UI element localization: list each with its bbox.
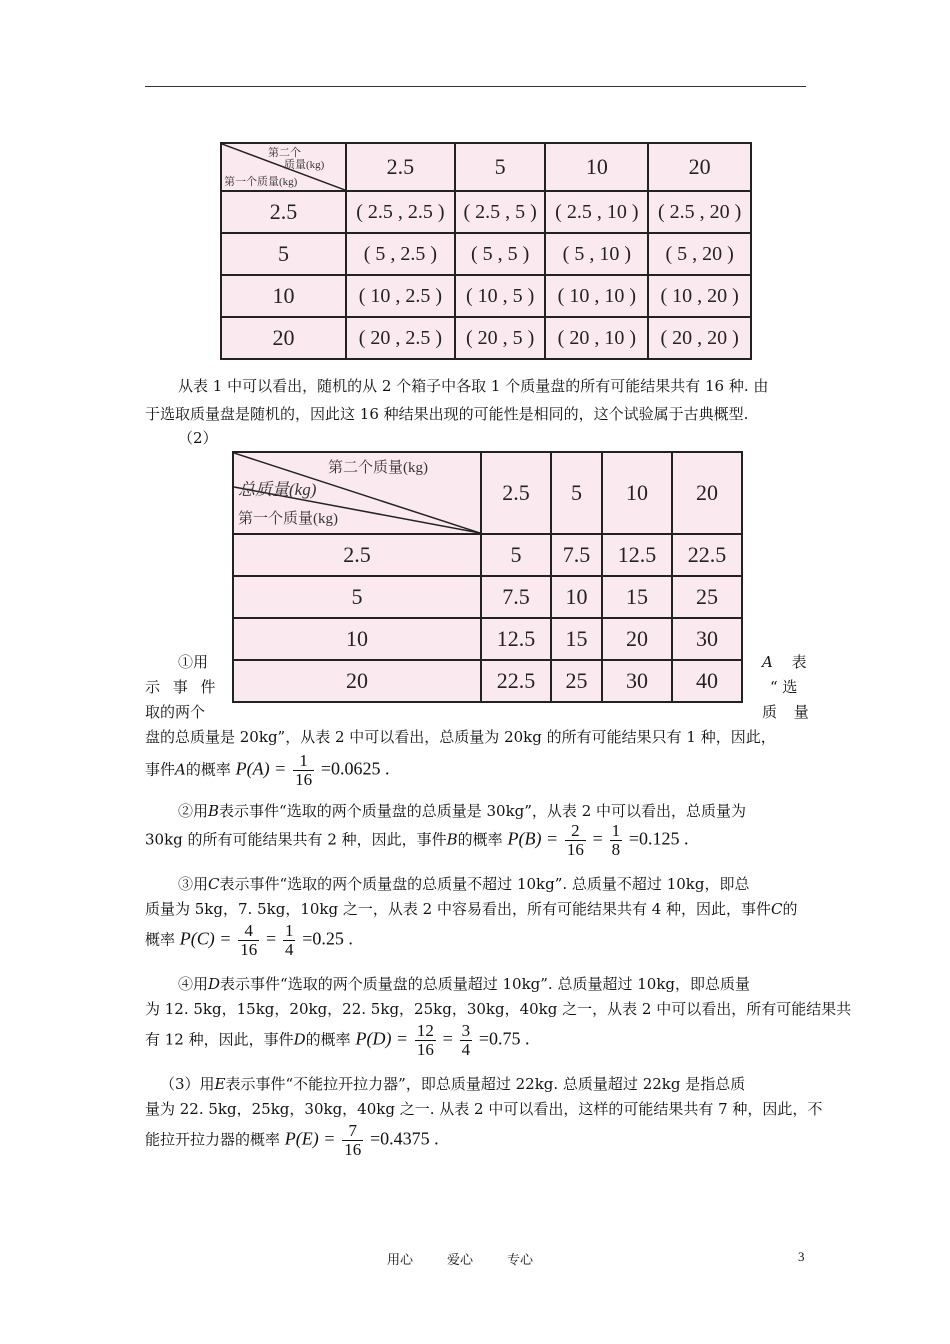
table-1-corner-cell xyxy=(221,143,346,191)
footer-word-3: 专心 xyxy=(507,1253,534,1268)
text: 有 12 种，因此，事件 xyxy=(145,1030,294,1049)
table-2-row-header: 10 xyxy=(233,618,481,660)
item-3-line-2 xyxy=(145,899,798,919)
denominator: 16 xyxy=(240,940,258,959)
numerator: 1 xyxy=(293,752,314,771)
table-row xyxy=(221,233,751,275)
text: ④用 xyxy=(178,975,209,993)
formula-lhs: P(E) = xyxy=(284,1128,336,1149)
table-2-row-header: 20 xyxy=(233,660,481,702)
fraction xyxy=(238,922,259,959)
formula-result: =0.0625 . xyxy=(320,758,390,779)
footer-word-1: 用心 xyxy=(387,1253,414,1268)
item-1-line-4: 盘的总质量是 20kg”，从表 2 中可以看出，总质量为 20kg 的所有可能结果只有 1 种，因此， xyxy=(145,728,776,746)
denominator: 16 xyxy=(344,1140,362,1159)
table-2-cell: 7.5 xyxy=(551,534,602,576)
formula-lhs: P(D) = xyxy=(355,1028,409,1049)
denominator: 8 xyxy=(611,840,621,859)
numerator: 1 xyxy=(284,921,294,940)
table-2-col-header: 20 xyxy=(672,452,742,534)
table-2-cell: 40 xyxy=(672,660,742,702)
table-1 xyxy=(220,142,752,360)
table-row xyxy=(221,275,751,317)
table-2-corner-cell xyxy=(233,452,481,534)
table-1-cell: ( 5 , 5 ) xyxy=(455,233,546,275)
table-1-header-mid: 质量(kg) xyxy=(284,159,325,171)
table-2-cell: 10 xyxy=(551,576,602,618)
var: C xyxy=(771,900,783,918)
fraction xyxy=(565,822,586,859)
item-1-right-line-1 xyxy=(762,652,807,672)
item-5-line-2: 量为 22. 5kg，25kg，30kg，40kg 之一. 从表 2 中可以看出，这样的可能结果共有 7 种，因此，不 xyxy=(145,1100,823,1118)
item-1-formula-line xyxy=(145,752,390,789)
table-1-cell: ( 5 , 10 ) xyxy=(545,233,648,275)
table-2-cell: 12.5 xyxy=(481,618,551,660)
text: 的概率 xyxy=(457,830,503,849)
table-2-cell: 22.5 xyxy=(672,534,742,576)
item-1-right-line-3: 质 量 xyxy=(762,703,815,721)
paragraph-1-line-2: 于选取质量盘是随机的，因此这 16 种结果出现的可能性是相同的，这个试验属于古典概型. xyxy=(145,405,749,423)
var: B xyxy=(208,802,220,820)
table-1-cell: ( 20 , 2.5 ) xyxy=(346,317,455,359)
text: 的概率 xyxy=(305,1030,351,1049)
table-1-row-header: 5 xyxy=(221,233,346,275)
table-2-header-row xyxy=(233,452,742,534)
text: 的概率 xyxy=(185,760,231,779)
var: D xyxy=(208,975,221,993)
table-2-cell: 12.5 xyxy=(602,534,672,576)
formula-lhs: P(B) = xyxy=(507,828,559,849)
table-1-cell: ( 10 , 2.5 ) xyxy=(346,275,455,317)
fraction xyxy=(293,752,314,789)
equals: = xyxy=(592,828,603,849)
table-1-row-header: 20 xyxy=(221,317,346,359)
part-2-label: （2） xyxy=(178,429,218,447)
item-1-var: A xyxy=(762,653,773,671)
table-2-row-header: 2.5 xyxy=(233,534,481,576)
table-2-cell: 30 xyxy=(672,618,742,660)
numerator: 1 xyxy=(611,821,621,840)
item-2-line-1 xyxy=(178,801,746,821)
item-1-right-line-2: “ 选 xyxy=(770,678,798,696)
table-1-cell: ( 10 , 5 ) xyxy=(455,275,546,317)
table-2-cell: 15 xyxy=(551,618,602,660)
text: ③用 xyxy=(178,875,209,893)
formula-lhs: P(C) = xyxy=(179,928,232,949)
fraction xyxy=(460,1022,473,1059)
item-1-left-line-3: 取的两个 xyxy=(145,703,206,721)
numerator: 3 xyxy=(461,1021,471,1040)
text: 能拉开拉力器的概率 xyxy=(145,1130,281,1149)
text: 表示事件“选取的两个质量盘的总质量是 30kg”，从表 2 中可以看出，总质量为 xyxy=(219,802,747,820)
table-2-cell: 15 xyxy=(602,576,672,618)
table-1-cell: ( 10 , 20 ) xyxy=(648,275,751,317)
formula-result: =0.4375 . xyxy=(369,1128,439,1149)
item-2-formula-line xyxy=(145,822,689,859)
fraction xyxy=(610,822,623,859)
table-1-cell: ( 2.5 , 5 ) xyxy=(455,191,546,233)
paragraph-1-line-1: 从表 1 中可以看出，随机的从 2 个箱子中各取 1 个质量盘的所有可能结果共有 16 种. 由 xyxy=(178,377,769,395)
table-2-cell: 25 xyxy=(551,660,602,702)
table-row xyxy=(221,317,751,359)
formula-result: =0.125 . xyxy=(628,828,689,849)
table-1-cell: ( 5 , 20 ) xyxy=(648,233,751,275)
page-number: 3 xyxy=(798,1249,805,1264)
var: E xyxy=(214,1075,226,1093)
item-4-line-1 xyxy=(178,974,750,994)
footer-word-2: 爱心 xyxy=(447,1253,474,1268)
text: 表示事件“不能拉开拉力器”，即总质量超过 22kg. 总质量超过 22kg 是指总质 xyxy=(225,1075,746,1093)
table-1-cell: ( 20 , 20 ) xyxy=(648,317,751,359)
var: D xyxy=(293,1030,306,1049)
table-1-header-row xyxy=(221,143,751,191)
numerator: 4 xyxy=(238,922,259,941)
item-5-formula-line xyxy=(145,1122,439,1159)
numerator: 12 xyxy=(416,1021,434,1040)
text: 概率 xyxy=(145,930,176,949)
table-row xyxy=(233,660,742,702)
table-1-col-header: 2.5 xyxy=(346,143,455,191)
table-2-cell: 25 xyxy=(672,576,742,618)
text: 的 xyxy=(782,900,798,918)
denominator: 16 xyxy=(295,770,313,789)
item-1-left-line-2: 示 事 件 xyxy=(145,678,220,696)
table-1-row-header: 10 xyxy=(221,275,346,317)
var: C xyxy=(208,875,220,893)
text: 事件 xyxy=(145,760,176,779)
fraction xyxy=(415,1022,436,1059)
denominator: 16 xyxy=(416,1040,434,1059)
item-1-left-line-1: ①用 xyxy=(178,653,209,671)
table-2-cell: 7.5 xyxy=(481,576,551,618)
equals: = xyxy=(266,928,277,949)
table-row xyxy=(233,618,742,660)
formula-result: =0.25 . xyxy=(302,928,353,949)
var: B xyxy=(446,830,458,849)
item-4-line-2: 为 12. 5kg，15kg，20kg，22. 5kg，25kg，30kg，40kg 之一，从表 2 中可以看出，所有可能结果共 xyxy=(145,1000,852,1018)
table-2-header-mid: 总质量(kg) xyxy=(238,480,317,499)
denominator: 4 xyxy=(461,1040,471,1059)
table-1-col-header: 10 xyxy=(545,143,648,191)
text: ②用 xyxy=(178,802,209,820)
item-3-line-1 xyxy=(178,874,749,894)
denominator: 16 xyxy=(566,840,584,859)
var: A xyxy=(175,760,186,779)
header-rule xyxy=(145,86,806,87)
table-2-cell: 5 xyxy=(481,534,551,576)
table-2-cell: 30 xyxy=(602,660,672,702)
table-1-cell: ( 2.5 , 2.5 ) xyxy=(346,191,455,233)
text: 表示事件“选取的两个质量盘的总质量不超过 10kg”. 总质量不超过 10kg，即总 xyxy=(219,875,750,893)
table-1-cell: ( 20 , 10 ) xyxy=(545,317,648,359)
formula-result: =0.75 . xyxy=(478,1028,530,1049)
table-row xyxy=(221,191,751,233)
formula-lhs: P(A) = xyxy=(235,758,287,779)
table-1-row-header: 2.5 xyxy=(221,191,346,233)
denominator: 4 xyxy=(284,940,294,959)
fraction xyxy=(342,1122,363,1159)
table-1-cell: ( 2.5 , 20 ) xyxy=(648,191,751,233)
item-3-formula-line xyxy=(145,922,353,959)
table-1-cell: ( 2.5 , 10 ) xyxy=(545,191,648,233)
numerator: 2 xyxy=(565,822,586,841)
item-4-formula-line xyxy=(145,1022,530,1059)
table-row xyxy=(233,534,742,576)
fraction xyxy=(283,922,296,959)
table-2-col-header: 2.5 xyxy=(481,452,551,534)
text: 表示事件“选取的两个质量盘的总质量超过 10kg”. 总质量超过 10kg，即总质量 xyxy=(220,975,751,993)
text: 30kg 的所有可能结果共有 2 种，因此，事件 xyxy=(145,830,447,849)
table-1-col-header: 5 xyxy=(455,143,546,191)
table-2-cell: 20 xyxy=(602,618,672,660)
table-1-header-top: 第二个 xyxy=(268,147,301,159)
table-1-cell: ( 10 , 10 ) xyxy=(545,275,648,317)
table-1-cell: ( 5 , 2.5 ) xyxy=(346,233,455,275)
text: 质量为 5kg，7. 5kg，10kg 之一，从表 2 中容易看出，所有可能结果共有 4 种，因此，事件 xyxy=(145,900,772,918)
table-2-col-header: 5 xyxy=(551,452,602,534)
item-1-right-text: 表 xyxy=(791,653,807,671)
table-2 xyxy=(232,451,743,703)
table-1-header-bottom: 第一个质量(kg) xyxy=(224,176,298,188)
table-1-cell: ( 20 , 5 ) xyxy=(455,317,546,359)
table-2-col-header: 10 xyxy=(602,452,672,534)
equals: = xyxy=(442,1028,453,1049)
table-2-header-top: 第二个质量(kg) xyxy=(328,460,428,476)
table-2-cell: 22.5 xyxy=(481,660,551,702)
table-1-col-header: 20 xyxy=(648,143,751,191)
table-2-row-header: 5 xyxy=(233,576,481,618)
table-2-header-bottom: 第一个质量(kg) xyxy=(238,511,338,527)
item-5-line-1 xyxy=(160,1074,745,1094)
numerator: 7 xyxy=(342,1122,363,1141)
table-row xyxy=(233,576,742,618)
text: （3）用 xyxy=(160,1075,215,1093)
